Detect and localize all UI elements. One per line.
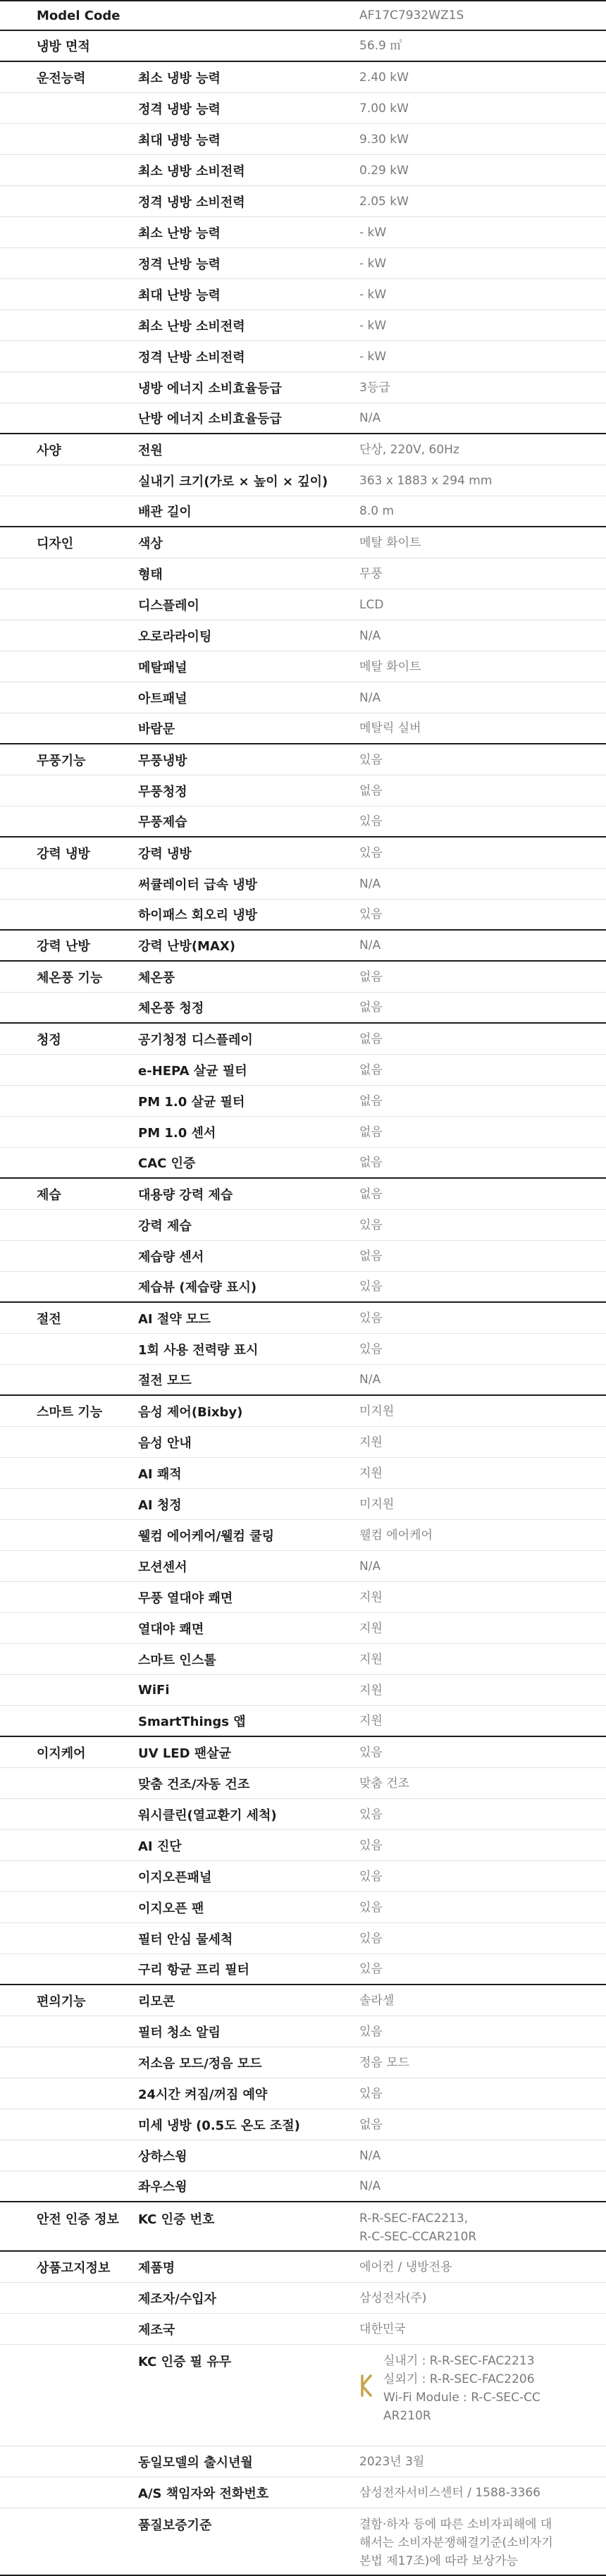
spec-key: 절전 모드: [138, 1373, 192, 1388]
spec-row: [0, 1179, 606, 1210]
spec-key: 좌우스윙: [138, 2180, 187, 2195]
spec-value: 없음: [359, 2117, 383, 2132]
spec-value: 있음: [359, 1342, 383, 1356]
spec-key: 대용량 강력 제습: [138, 1187, 233, 1203]
spec-row: [0, 310, 606, 341]
spec-row: [0, 1086, 606, 1117]
spec-value: 정음 모드: [359, 2055, 410, 2070]
spec-row: [0, 2016, 606, 2047]
spec-key: 최대 난방 능력: [138, 288, 221, 303]
spec-row: [0, 217, 606, 248]
spec-row: [0, 744, 606, 775]
group-label: 냉방 면적: [37, 39, 90, 54]
spec-value: 지원: [359, 1621, 383, 1636]
spec-key: 최소 냉방 소비전력: [138, 164, 245, 179]
spec-value: 지원: [359, 1590, 383, 1605]
spec-row: [0, 1024, 606, 1055]
spec-value: 없음: [359, 1155, 383, 1170]
spec-value: 지원: [359, 1466, 383, 1480]
spec-key: 공기청정 디스플레이: [138, 1032, 253, 1048]
spec-row: [0, 1892, 606, 1923]
spec-key: 체온풍 청정: [138, 1001, 204, 1016]
spec-value: 있음: [359, 1311, 383, 1325]
spec-value: 삼성전자서비스센터 / 1588-3366: [359, 2485, 540, 2500]
spec-row: [0, 1582, 606, 1613]
spec-value: - kW: [359, 225, 387, 240]
spec-value: N/A: [359, 938, 381, 952]
spec-row: [0, 1148, 606, 1179]
spec-key: WiFi: [138, 1683, 170, 1698]
spec-value: 지원: [359, 1435, 383, 1449]
spec-key: PM 1.0 센서: [138, 1125, 216, 1141]
spec-row: [0, 713, 606, 744]
spec-value: 없음: [359, 969, 383, 984]
spec-row: [0, 2140, 606, 2171]
spec-value: 단상, 220V, 60Hz: [359, 442, 459, 457]
spec-value: 무풍: [359, 566, 383, 581]
spec-key: AI 쾌적: [138, 1466, 182, 1482]
spec-value: N/A: [359, 1373, 381, 1387]
spec-value: N/A: [359, 411, 381, 425]
spec-key: 무풍냉방: [138, 753, 187, 768]
spec-key: 강력 냉방: [138, 846, 192, 861]
spec-key: 필터 청소 알림: [138, 2025, 221, 2040]
spec-value: 대한민국: [359, 2322, 406, 2336]
kc-mark-box: [359, 2352, 585, 2425]
spec-key: CAC 인증: [138, 1156, 196, 1171]
spec-value: 있음: [359, 1962, 383, 1976]
spec-row: [0, 124, 606, 155]
spec-row: [0, 465, 606, 496]
spec-row: [0, 2345, 606, 2446]
spec-key: AI 진단: [138, 1839, 182, 1854]
spec-row: [0, 434, 606, 465]
spec-value: 미지원: [359, 1404, 395, 1418]
spec-key: 정격 냉방 능력: [138, 102, 221, 117]
spec-value: 메탈 화이트: [359, 535, 421, 550]
spec-row: [0, 1613, 606, 1644]
spec-row: [0, 341, 606, 372]
spec-key: 디스플레이: [138, 598, 199, 613]
spec-value: 지원: [359, 1652, 383, 1667]
spec-row: [0, 2109, 606, 2140]
spec-value: - kW: [359, 287, 387, 302]
spec-key: 열대야 쾌면: [138, 1621, 204, 1637]
spec-value: 없음: [359, 1031, 383, 1046]
spec-key: PM 1.0 살균 필터: [138, 1094, 245, 1110]
spec-value: 없음: [359, 1249, 383, 1263]
spec-row: [0, 2202, 606, 2252]
spec-row: [0, 31, 606, 62]
spec-key: 하이패스 회오리 냉방: [138, 908, 258, 923]
spec-key: 최대 냉방 능력: [138, 133, 221, 148]
spec-value: 있음: [359, 814, 383, 828]
spec-key: 제습량 센서: [138, 1249, 204, 1265]
spec-row: [0, 2477, 606, 2508]
spec-key: 제습뷰 (제습량 표시): [138, 1280, 257, 1295]
group-label: 사양: [37, 443, 61, 458]
spec-key: 전원: [138, 443, 163, 458]
spec-value: 있음: [359, 845, 383, 860]
spec-value: 웰컴 에어케어: [359, 1528, 433, 1542]
spec-value: 56.9 ㎡: [359, 39, 402, 53]
spec-key: 동일모델의 출시년월: [138, 2455, 253, 2470]
group-label: 스마트 기능: [37, 1404, 103, 1420]
spec-key: SmartThings 앱: [138, 1715, 246, 1729]
spec-value: 있음: [359, 752, 383, 767]
group-label: 운전능력: [37, 70, 86, 86]
spec-row: [0, 1861, 606, 1892]
spec-value: 9.30 kW: [359, 132, 409, 147]
spec-value: 있음: [359, 1838, 383, 1853]
model-code-label: Model Code: [37, 8, 120, 23]
spec-row: [0, 496, 606, 527]
spec-key: 메탈패널: [138, 660, 187, 675]
spec-row: [0, 1768, 606, 1799]
spec-row: [0, 2508, 606, 2576]
spec-row: [0, 651, 606, 682]
spec-row: [0, 279, 606, 310]
spec-value: - kW: [359, 256, 387, 271]
spec-key: 미세 냉방 (0.5도 온도 조절): [138, 2118, 300, 2133]
spec-row: [0, 1675, 606, 1706]
spec-row: [0, 558, 606, 589]
spec-row: [0, 1210, 606, 1241]
spec-row: [0, 806, 606, 838]
spec-key: 써큘레이터 급속 냉방: [138, 877, 258, 893]
spec-row: [0, 589, 606, 620]
spec-value: 있음: [359, 1218, 383, 1232]
spec-row: [0, 1830, 606, 1861]
spec-row: [0, 1272, 606, 1303]
spec-value: 2.40 kW: [359, 70, 409, 85]
spec-row: [0, 1644, 606, 1675]
spec-row: [0, 775, 606, 806]
spec-row: [0, 527, 606, 558]
spec-value: 맞춤 건조: [359, 1776, 410, 1791]
spec-value: - kW: [359, 318, 387, 333]
spec-row: [0, 2047, 606, 2078]
spec-value: N/A: [359, 690, 381, 705]
spec-row: [0, 93, 606, 124]
spec-row: [0, 900, 606, 931]
spec-key: UV LED 팬살균: [138, 1746, 231, 1761]
spec-row: [0, 372, 606, 403]
group-label: 안전 인증 정보: [37, 2212, 119, 2227]
group-label: 체온풍 기능: [37, 970, 103, 986]
spec-key: 최소 난방 능력: [138, 226, 221, 241]
spec-key: 스마트 인스톨: [138, 1652, 216, 1668]
spec-value: 363 x 1883 x 294 mm: [359, 473, 493, 488]
spec-key: 워시클린(열교환기 세척): [138, 1808, 277, 1823]
spec-value: 있음: [359, 1745, 383, 1760]
spec-key: KC 인증 번호: [138, 2212, 215, 2227]
spec-row: [0, 1551, 606, 1582]
spec-key: 아트패널: [138, 691, 187, 706]
group-label: 제습: [37, 1187, 61, 1203]
spec-row: [0, 1923, 606, 1954]
spec-value: 8.0 m: [359, 504, 394, 518]
spec-key: 이지오픈 팬: [138, 1901, 204, 1916]
spec-key: A/S 책임자와 전화번호: [138, 2486, 269, 2501]
spec-value: 에어컨 / 냉방전용: [359, 2259, 452, 2274]
spec-row: [0, 1427, 606, 1458]
spec-row: [0, 403, 606, 434]
kc-certification-icon: [359, 2373, 375, 2398]
spec-key: 색상: [138, 536, 163, 551]
spec-row: [0, 2078, 606, 2109]
spec-key: 무풍제습: [138, 815, 187, 830]
spec-row: [0, 1055, 606, 1086]
spec-value: 지원: [359, 1683, 383, 1698]
spec-row: [0, 931, 606, 962]
spec-value: 없음: [359, 1000, 383, 1014]
spec-value: 지원: [359, 1714, 383, 1728]
spec-row: [0, 838, 606, 869]
spec-value: 실내기 : R-R-SEC-FAC2213 실외기 : R-R-SEC-FAC2206 Wi-Fi Module : R-C-SEC-CC AR210R: [383, 2354, 540, 2423]
spec-row: [0, 2171, 606, 2202]
spec-value: N/A: [359, 1559, 381, 1574]
spec-row: [0, 1489, 606, 1520]
spec-value: 있음: [359, 1931, 383, 1946]
spec-key: 강력 제습: [138, 1218, 192, 1234]
spec-key: 음성 제어(Bixby): [138, 1404, 243, 1420]
spec-row: [0, 2283, 606, 2314]
spec-row: [0, 186, 606, 217]
spec-value: 있음: [359, 2024, 383, 2039]
spec-key: 1회 사용 전력량 표시: [138, 1342, 259, 1358]
spec-key: 배관 길이: [138, 505, 192, 520]
spec-value: 있음: [359, 907, 383, 921]
spec-value: 결함·하자 등에 따른 소비자피해에 대 해서는 소비자분쟁해결기준(소비자기 본법 제17조)에 따라 보상가능: [359, 2517, 553, 2568]
spec-value: 없음: [359, 783, 383, 798]
spec-row: [0, 869, 606, 900]
spec-value: 없음: [359, 1093, 383, 1108]
spec-value: 없음: [359, 1186, 383, 1201]
spec-key: 실내기 크기(가로 × 높이 × 깊이): [138, 474, 328, 489]
spec-key: 상하스윙: [138, 2149, 187, 2164]
spec-key: 이지오픈패널: [138, 1870, 212, 1885]
spec-key: 리모콘: [138, 1994, 175, 2009]
spec-value: 메탈릭 실버: [359, 721, 421, 735]
spec-key: 모션센서: [138, 1559, 187, 1575]
spec-key: 난방 에너지 소비효율등급: [138, 412, 282, 427]
spec-key: AI 청정: [138, 1497, 182, 1513]
group-label: 강력 냉방: [37, 846, 90, 861]
spec-value: N/A: [359, 2148, 381, 2163]
group-label: 이지케어: [37, 1746, 86, 1761]
spec-key: 구리 항균 프리 필터: [138, 1963, 249, 1977]
spec-value: 없음: [359, 1124, 383, 1139]
spec-key: KC 인증 필 유무: [138, 2355, 232, 2369]
spec-key: 최소 난방 소비전력: [138, 319, 245, 334]
spec-row: [0, 1520, 606, 1551]
spec-value: 있음: [359, 1280, 383, 1294]
spec-value: N/A: [359, 628, 381, 643]
spec-row: [0, 1737, 606, 1768]
spec-row: [0, 1458, 606, 1489]
spec-key: e-HEPA 살균 필터: [138, 1063, 247, 1079]
spec-key: 제조자/수입자: [138, 2291, 216, 2307]
spec-value: 7.00 kW: [359, 101, 409, 116]
spec-value: 미지원: [359, 1497, 395, 1511]
model-code-value: AF17C7932WZ1S: [359, 8, 464, 23]
spec-row: [0, 620, 606, 651]
spec-value: 없음: [359, 1062, 383, 1077]
spec-key: 맞춤 건조/자동 건조: [138, 1777, 250, 1792]
spec-value: LCD: [359, 597, 384, 612]
spec-row: [0, 962, 606, 993]
spec-value: 0.29 kW: [359, 163, 409, 178]
spec-value: 있음: [359, 1900, 383, 1915]
spec-value: R-R-SEC-FAC2213, R-C-SEC-CCAR210R: [359, 2212, 477, 2244]
spec-key: 음성 안내: [138, 1435, 192, 1451]
group-label: 편의기능: [37, 1994, 86, 2009]
spec-row: [0, 2446, 606, 2477]
model-code-row: [0, 0, 606, 31]
spec-key: 제조국: [138, 2322, 175, 2338]
spec-key: 최소 냉방 능력: [138, 70, 221, 86]
spec-value: - kW: [359, 349, 387, 364]
spec-key: 강력 난방(MAX): [138, 939, 235, 954]
spec-value: 2.05 kW: [359, 194, 409, 209]
spec-row: [0, 2252, 606, 2283]
spec-key: 무풍 열대야 쾌면: [138, 1590, 233, 1606]
spec-value: 2023년 3월: [359, 2454, 425, 2469]
spec-key: 냉방 에너지 소비효율등급: [138, 381, 282, 396]
spec-row: [0, 1799, 606, 1830]
spec-row: [0, 1954, 606, 1985]
spec-key: 저소음 모드/정음 모드: [138, 2056, 262, 2071]
spec-row: [0, 155, 606, 186]
spec-key: 정격 난방 소비전력: [138, 350, 245, 365]
spec-key: 체온풍: [138, 970, 175, 986]
spec-value: 3등급: [359, 380, 390, 395]
spec-key: 오로라라이팅: [138, 629, 212, 644]
spec-value: 메탈 화이트: [359, 659, 421, 674]
spec-value: 삼성전자(주): [359, 2290, 427, 2305]
spec-key: AI 절약 모드: [138, 1311, 211, 1327]
spec-value: 있음: [359, 1807, 383, 1822]
spec-value: 솔라셀: [359, 1993, 395, 2008]
spec-row: [0, 1334, 606, 1365]
spec-key: 바람문: [138, 722, 175, 737]
spec-value: N/A: [359, 876, 381, 891]
spec-value: N/A: [359, 2179, 381, 2193]
group-label: 무풍기능: [37, 753, 86, 768]
spec-row: [0, 1303, 606, 1334]
spec-key: 웰컴 에어케어/웰컴 쿨링: [138, 1528, 274, 1544]
spec-key: 정격 냉방 소비전력: [138, 195, 245, 210]
spec-key: 형태: [138, 567, 163, 582]
group-label: 상품고지정보: [37, 2260, 111, 2276]
spec-row: [0, 248, 606, 279]
spec-row: [0, 1706, 606, 1737]
spec-row: [0, 682, 606, 713]
group-label: 디자인: [37, 536, 74, 551]
spec-row: [0, 2314, 606, 2345]
spec-key: 품질보증기준: [138, 2518, 212, 2533]
spec-key: 제품명: [138, 2260, 175, 2276]
spec-row: [0, 993, 606, 1024]
spec-row: [0, 62, 606, 93]
spec-key: 24시간 켜짐/꺼짐 예약: [138, 2087, 268, 2102]
spec-key: 정격 난방 능력: [138, 257, 221, 272]
spec-value: 있음: [359, 1869, 383, 1884]
spec-key: 필터 안심 물세척: [138, 1932, 233, 1947]
spec-key: 무풍청정: [138, 784, 187, 799]
group-label: 강력 난방: [37, 939, 90, 954]
spec-row: [0, 1365, 606, 1396]
spec-row: [0, 1985, 606, 2016]
spec-value: 있음: [359, 2086, 383, 2101]
spec-row: [0, 1241, 606, 1272]
spec-row: [0, 1396, 606, 1427]
spec-row: [0, 1117, 606, 1148]
group-label: 절전: [37, 1311, 61, 1327]
group-label: 청정: [37, 1032, 61, 1048]
